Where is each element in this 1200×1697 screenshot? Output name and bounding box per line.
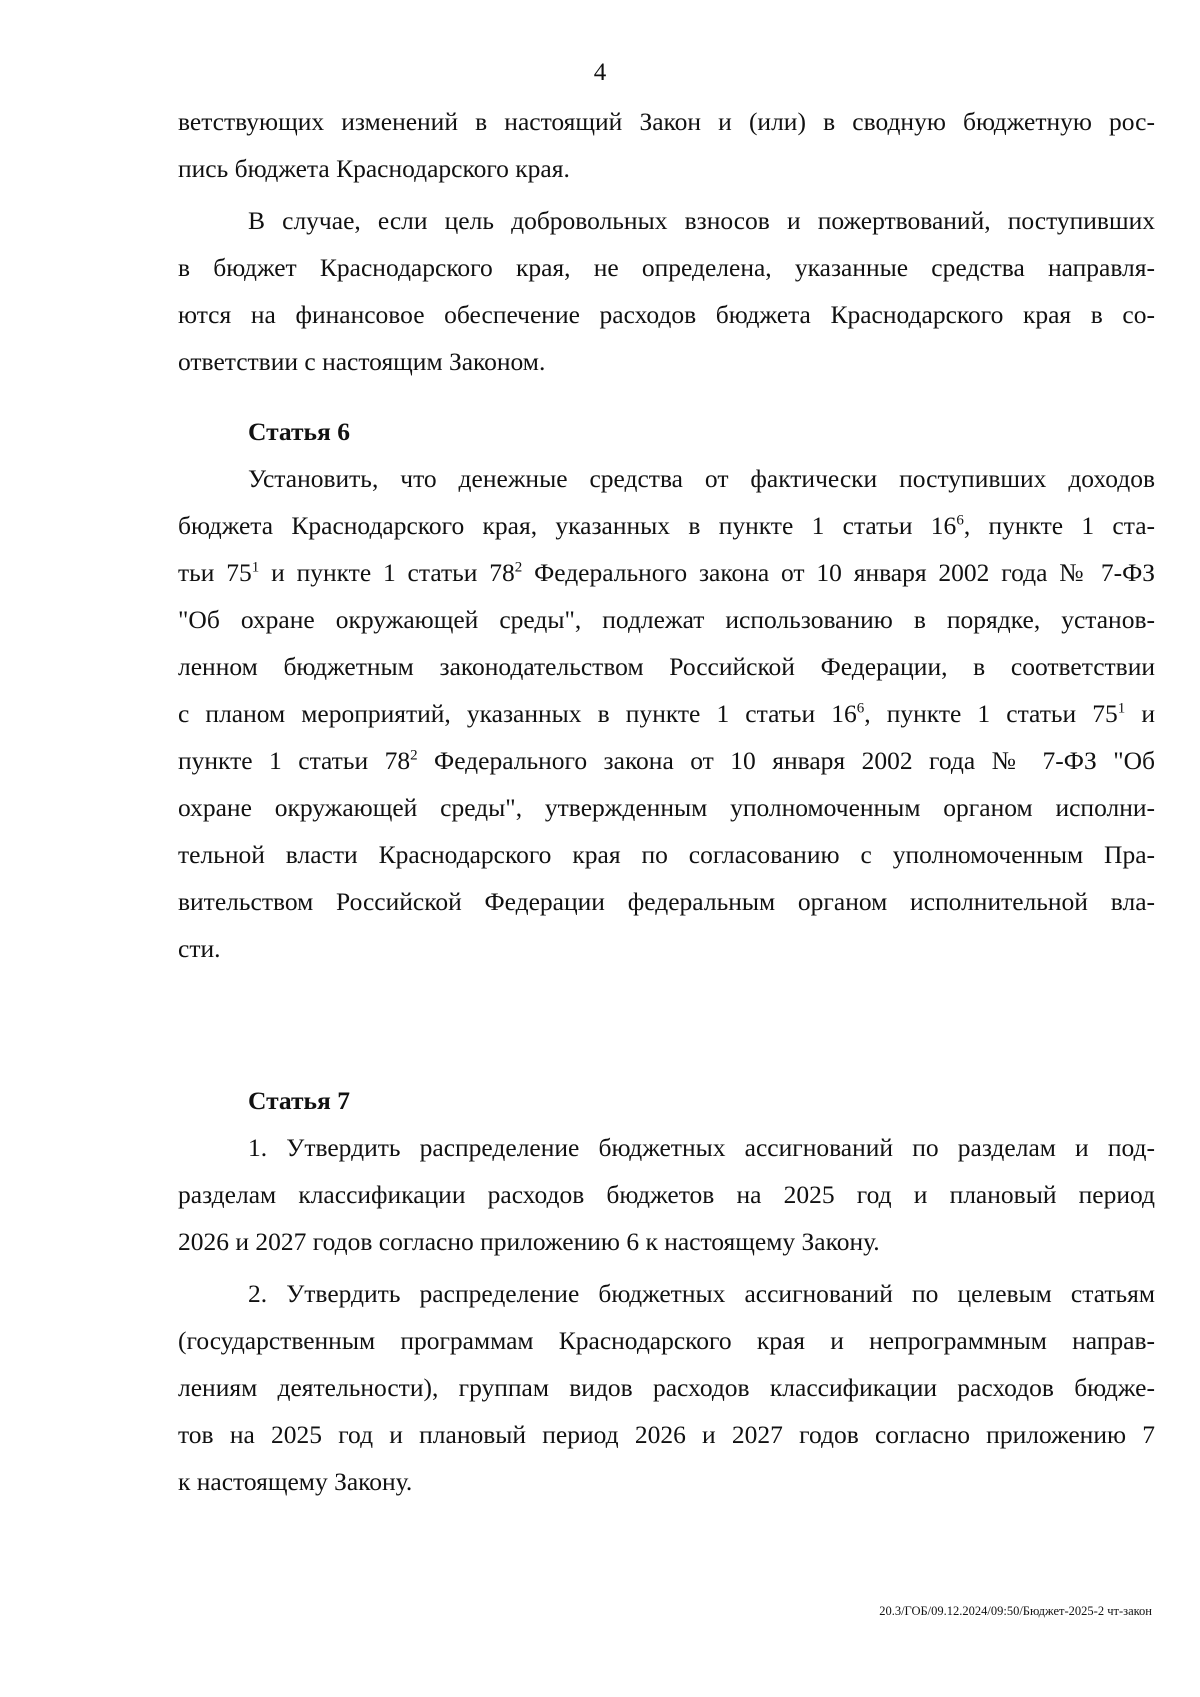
article-6-heading: Статья 6 [248,417,350,446]
article-7 [178,1077,1155,1505]
text-segment: с планом мероприятий, указанных в пункте 1 статьи 16 [178,699,857,728]
text-segment: Федерального закона от 10 января 2002 года № 7-ФЗ "Об [417,746,1155,775]
intro-paragraphs [178,98,1155,385]
article-6 [178,408,1155,972]
text-segment: и [1125,699,1155,728]
text-line: ветствующих изменений в настоящий Закон и (или) в сводную бюджетную рос- [178,107,1155,136]
text-segment: тьи 75 [178,558,252,587]
text-segment: пункте 1 статьи 78 [178,746,411,775]
text-line [178,502,1155,549]
superscript: 6 [856,700,865,717]
text-line: тельной власти Краснодарского края по согласованию с уполномоченным Пра- [178,840,1155,869]
text-line: 2. Утвердить распределение бюджетных ассигнований по целевым статьям [248,1279,1155,1308]
text-line: лениям деятельности), группам видов расходов классификации расходов бюдже- [178,1373,1155,1402]
text-line: Установить, что денежные средства от фактически поступивших доходов [248,464,1155,493]
superscript: 2 [410,747,418,764]
text-line [178,737,1155,784]
text-line: 1. Утвердить распределение бюджетных ассигнований по разделам и под- [248,1133,1155,1162]
text-line: разделам классификации расходов бюджетов на 2025 год и плановый период [178,1180,1155,1209]
text-segment: и пункте 1 статьи 78 [259,558,515,587]
page-number: 4 [593,59,607,86]
document-footer-code: 20.3/ГОБ/09.12.2024/09:50/Бюджет-2025-2 чт-закон [879,1604,1152,1618]
text-line: 2026 и 2027 годов согласно приложению 6 к настоящему Закону. [178,1227,880,1256]
article-7-heading: Статья 7 [248,1086,350,1115]
text-line: "Об охране окружающей среды", подлежат использованию в порядке, установ- [178,605,1155,634]
text-line [178,549,1155,596]
text-line: в бюджет Краснодарского края, не определена, указанные средства направля- [178,253,1155,282]
text-line: ответствии с настоящим Законом. [178,347,546,376]
superscript: 1 [1117,700,1126,717]
text-line: пись бюджета Краснодарского края. [178,154,570,183]
text-segment: бюджета Краснодарского края, указанных в пункте 1 статьи 16 [178,511,957,540]
superscript: 2 [514,559,523,576]
text-line: ленном бюджетным законодательством Российской Федерации, в соответствии [178,652,1155,681]
text-line [178,690,1155,737]
text-line: В случае, если цель добровольных взносов и пожертвований, поступивших [248,206,1155,235]
text-line: тов на 2025 год и плановый период 2026 и 2027 годов согласно приложению 7 [178,1420,1155,1449]
text-segment: , пункте 1 статьи 75 [864,699,1118,728]
text-line: сти. [178,934,221,963]
superscript: 1 [251,559,260,576]
text-line: ются на финансовое обеспечение расходов бюджета Краснодарского края в со- [178,300,1155,329]
text-line: к настоящему Закону. [178,1467,413,1496]
text-line: вительством Российской Федерации федеральным органом исполнительной вла- [178,887,1155,916]
text-segment: , пункте 1 ста- [963,511,1155,540]
superscript: 6 [956,512,964,529]
text-segment: Федерального закона от 10 января 2002 года № 7-ФЗ [522,558,1155,587]
text-line: охране окружающей среды", утвержденным уполномоченным органом исполни- [178,793,1155,822]
text-line: (государственным программам Краснодарского края и непрограммным направ- [178,1326,1155,1355]
